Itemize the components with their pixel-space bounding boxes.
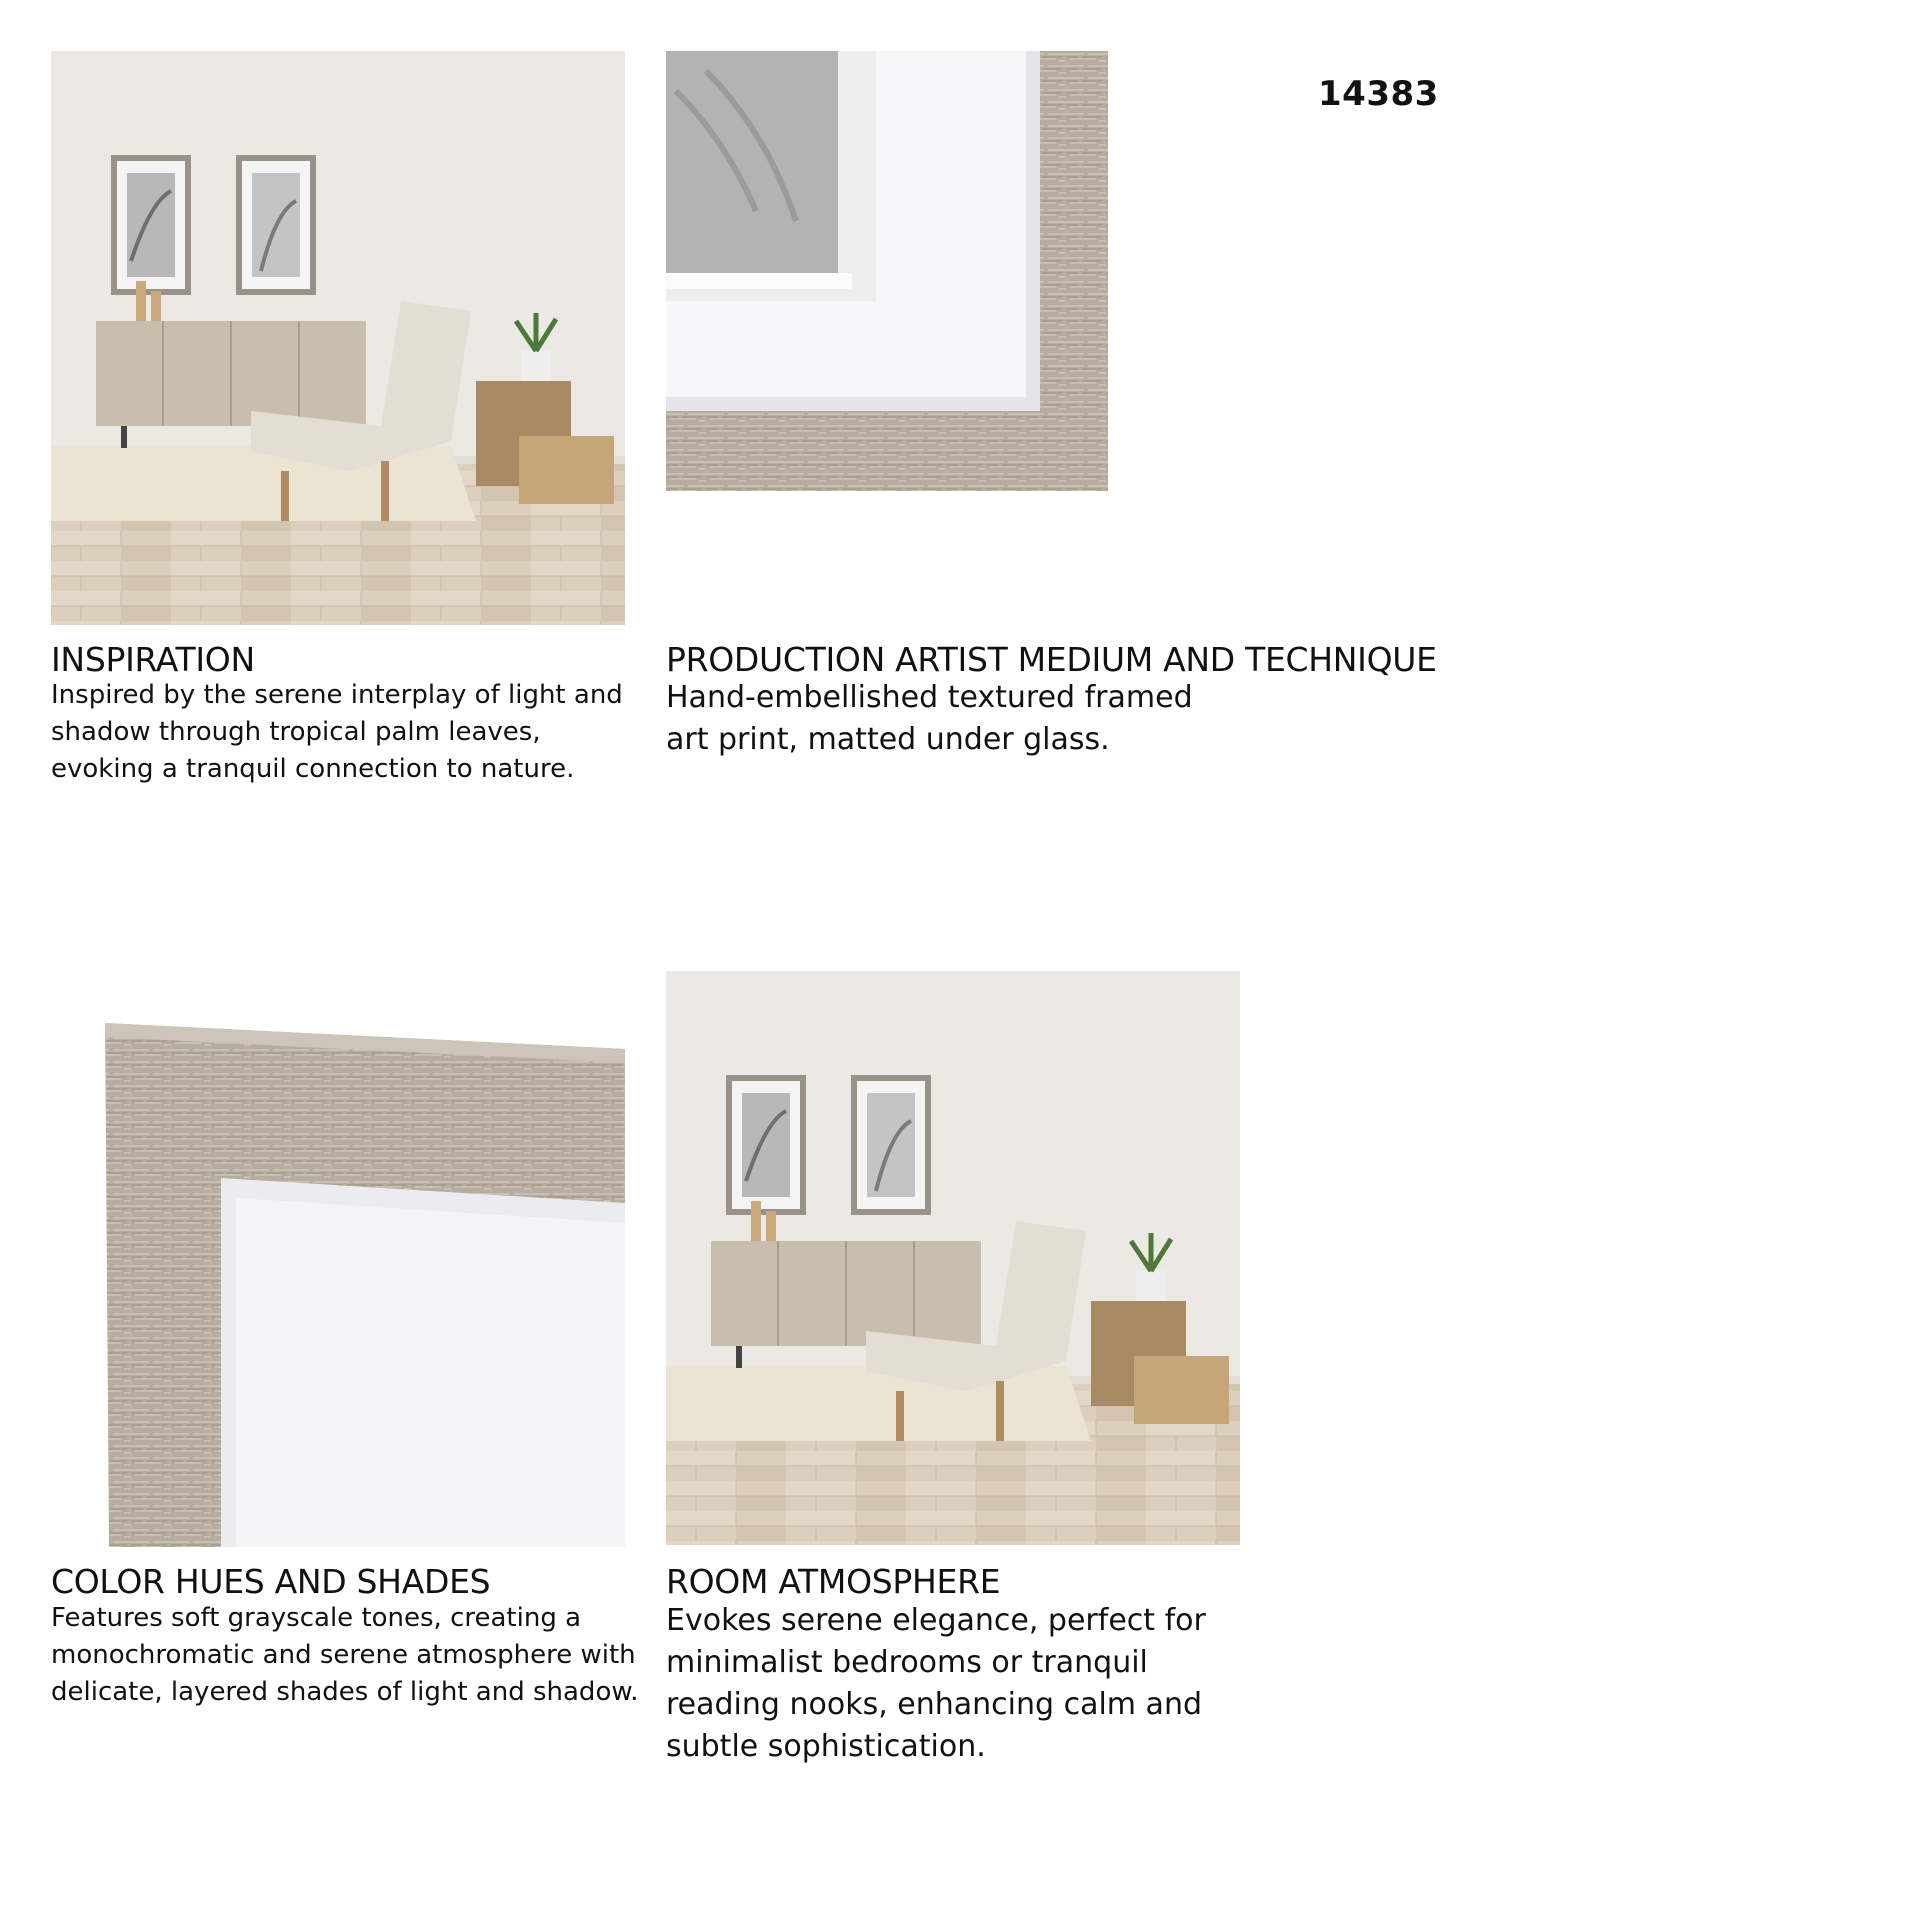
- inspiration-heading: INSPIRATION: [51, 640, 255, 679]
- inspiration-room-photo: [51, 51, 625, 625]
- color-body: Features soft grayscale tones, creating a monochromatic and serene atmosphere with delicate, layered shades of light and shadow.: [51, 1603, 639, 1707]
- frame-texture-photo: [51, 1023, 625, 1547]
- atmosphere-body: Evokes serene elegance, perfect for minimalist bedrooms or tranquil reading nooks, enhancing calm and subtle sophistication.: [666, 1603, 1206, 1764]
- atmosphere-heading: ROOM ATMOSPHERE: [666, 1562, 1001, 1601]
- product-sku: 14383: [1318, 74, 1439, 114]
- room-scene-photo-icon: [51, 51, 625, 625]
- color-heading: COLOR HUES AND SHADES: [51, 1562, 491, 1601]
- room-scene-photo-icon: [666, 971, 1240, 1545]
- room-atmosphere-photo: [666, 971, 1240, 1545]
- production-heading: PRODUCTION ARTIST MEDIUM AND TECHNIQUE: [666, 640, 1437, 679]
- inspiration-body: Inspired by the serene interplay of light and shadow through tropical palm leaves, evoking a tranquil connection to nature.: [51, 680, 623, 784]
- frame-texture-closeup-photo-icon: [51, 1023, 625, 1547]
- frame-corner-closeup-photo-icon: [666, 51, 1108, 491]
- production-body: Hand-embellished textured framed art print, matted under glass.: [666, 680, 1193, 757]
- frame-corner-photo: [666, 51, 1108, 491]
